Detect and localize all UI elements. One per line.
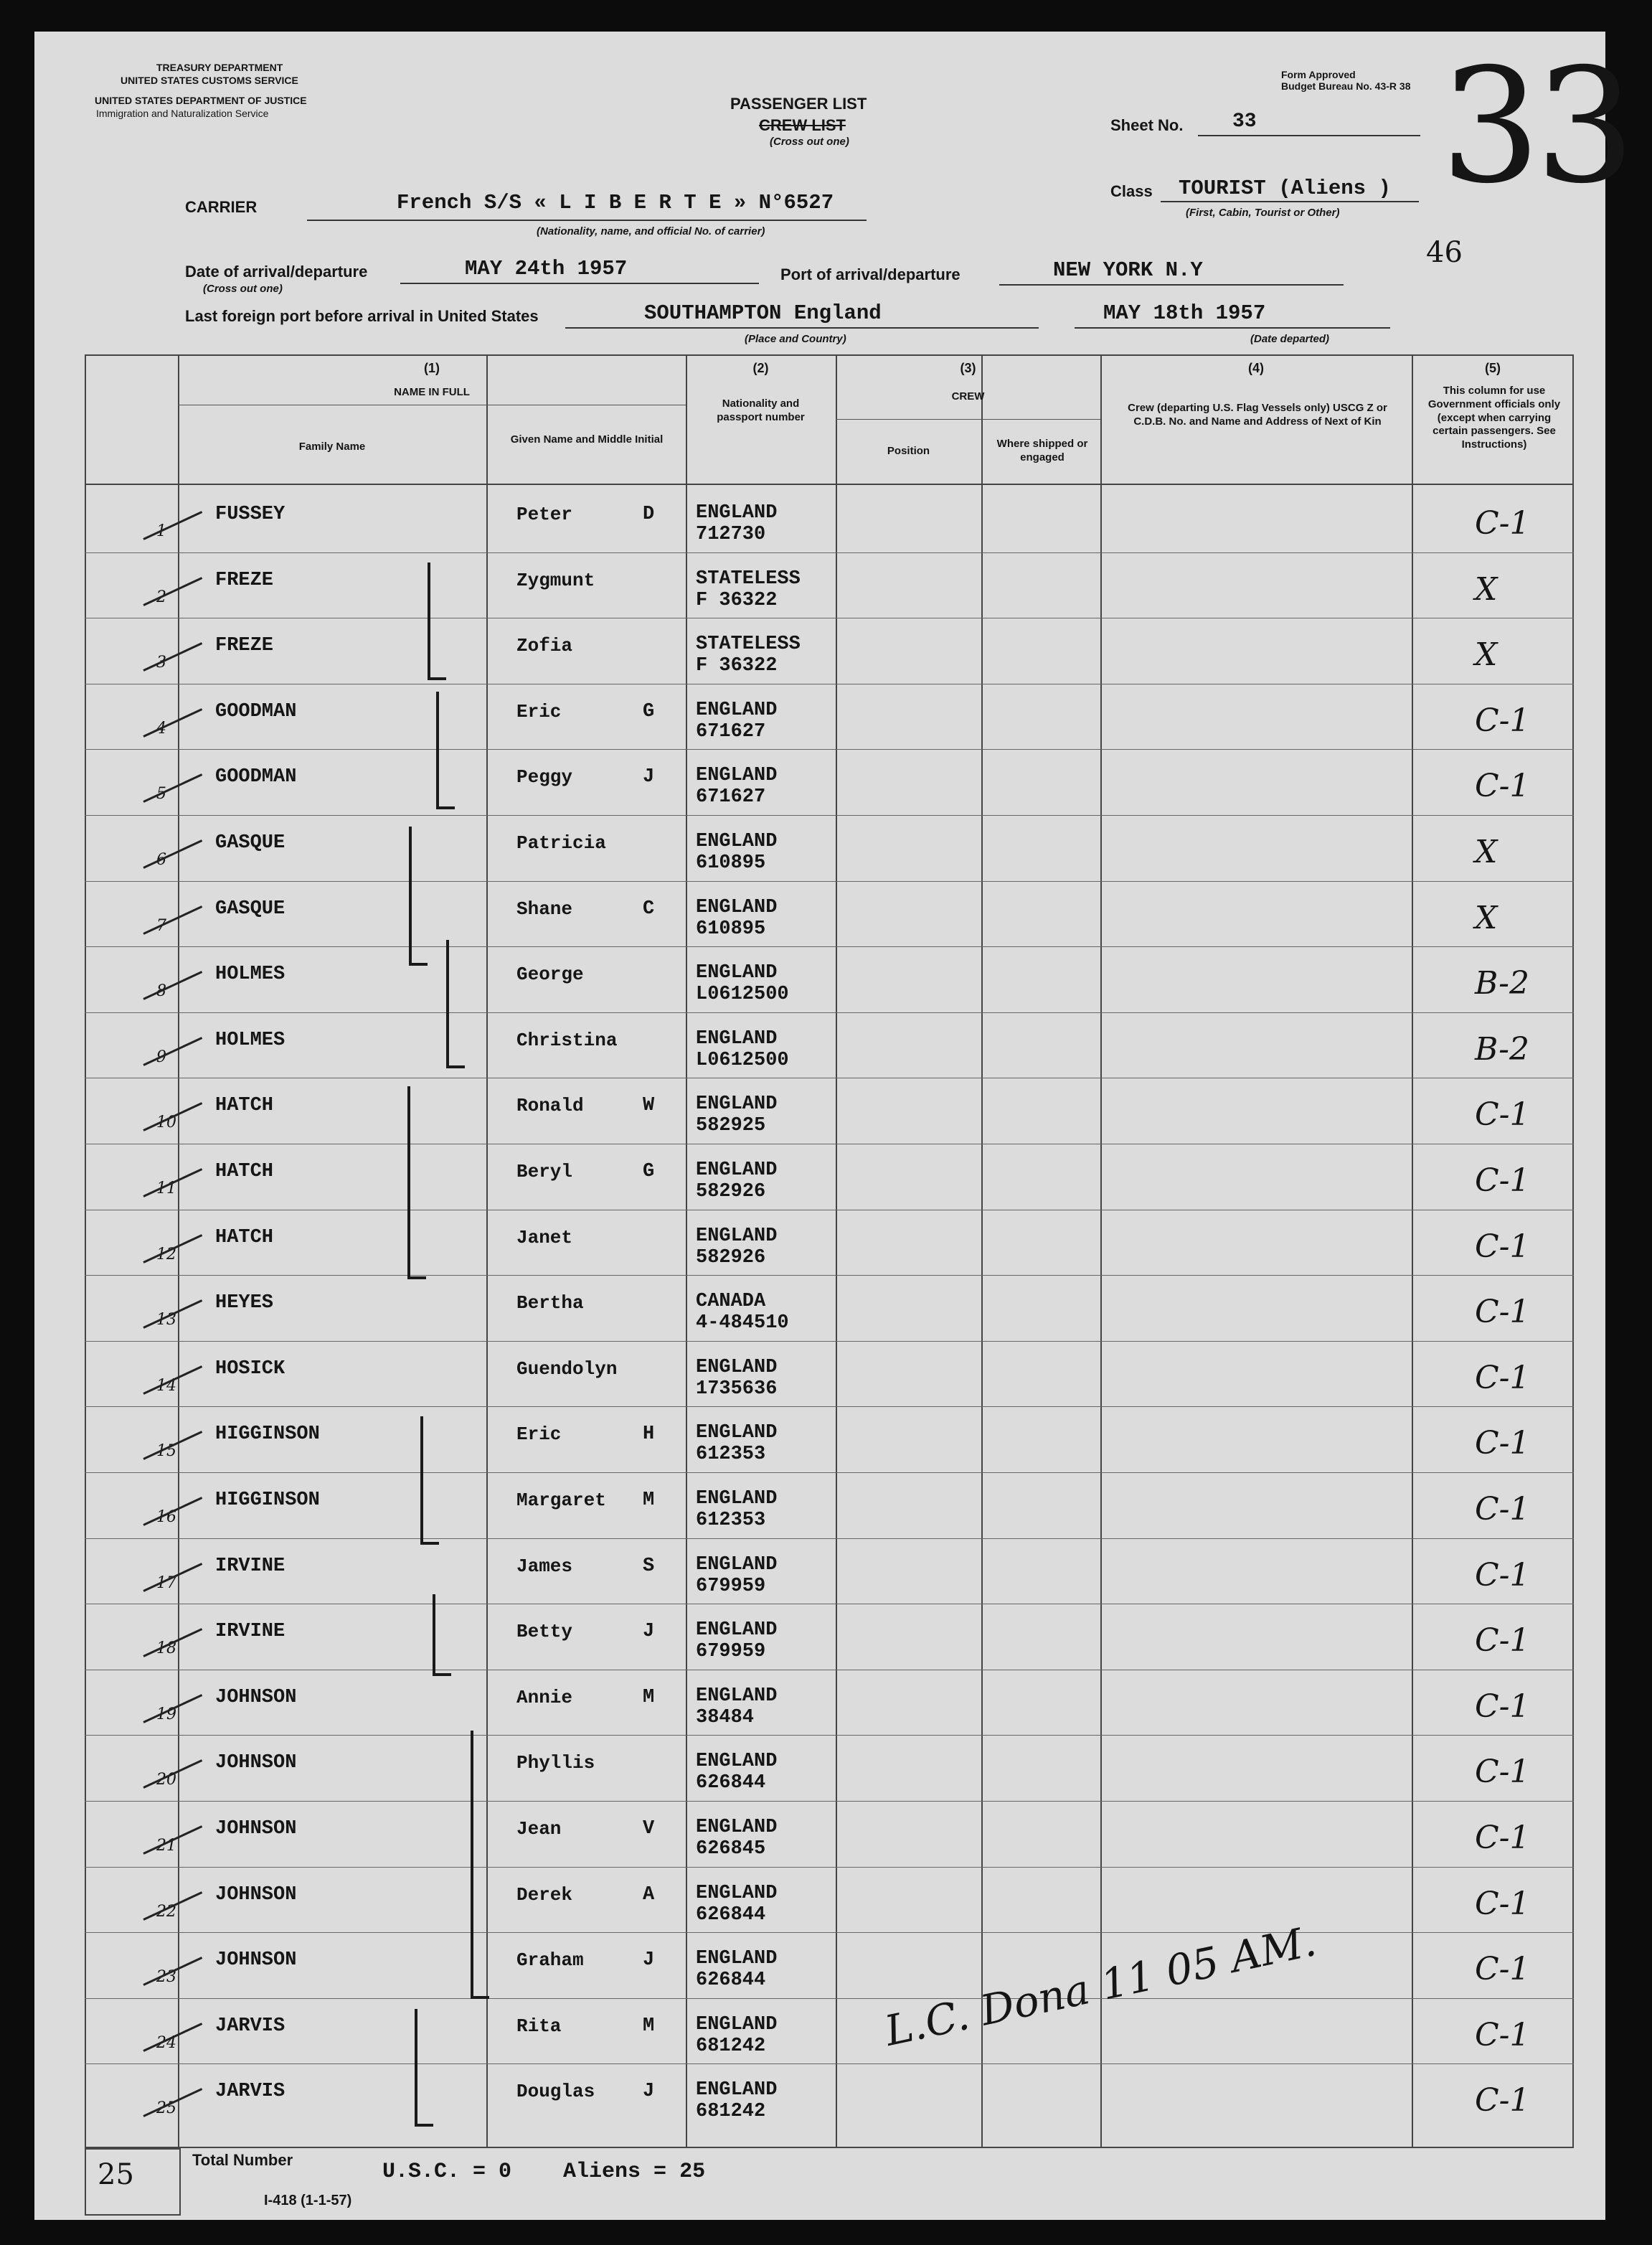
row-number: 11	[156, 1180, 176, 1197]
passport-number: 4-484510	[696, 1312, 789, 1334]
title-cross-note: (Cross out one)	[770, 136, 849, 148]
nationality: ENGLAND	[696, 1159, 778, 1181]
passport-number: F 36322	[696, 590, 778, 611]
given-name: Annie	[516, 1687, 573, 1708]
row-number: 19	[156, 1705, 176, 1723]
gov-code: C-1	[1475, 1425, 1530, 1462]
nationality: ENGLAND	[696, 1619, 778, 1641]
family-name: JOHNSON	[215, 1949, 297, 1971]
passport-number: 626844	[696, 1904, 766, 1926]
given-name: Jean	[516, 1818, 562, 1840]
nationality: ENGLAND	[696, 1883, 778, 1904]
col2-num: (2)	[752, 361, 769, 375]
nationality: ENGLAND	[696, 700, 778, 721]
carrier-label: CARRIER	[185, 198, 258, 216]
middle-initial: S	[643, 1556, 655, 1577]
col1-num: (1)	[424, 361, 440, 375]
given-name: Patricia	[516, 832, 606, 854]
passport-number: 612353	[696, 1510, 766, 1531]
row-number: 1	[156, 522, 166, 540]
sheet-no-value: 33	[1232, 110, 1257, 133]
nationality: ENGLAND	[696, 1488, 778, 1510]
family-name-header: Family Name	[298, 441, 366, 453]
last-port-label: Last foreign port before arrival in United States	[185, 307, 539, 325]
family-name: IRVINE	[215, 1621, 285, 1642]
class-label: Class	[1110, 182, 1153, 200]
row-number: 15	[156, 1442, 176, 1460]
col5-num: (5)	[1485, 361, 1501, 375]
middle-initial: J	[643, 1621, 655, 1642]
row-number: 2	[156, 588, 166, 606]
nationality: CANADA	[696, 1291, 766, 1312]
passport-number: 1735636	[696, 1378, 778, 1400]
row-number: 23	[156, 1968, 176, 1986]
nationality: ENGLAND	[696, 1357, 778, 1378]
agency-line-1: TREASURY DEPARTMENT	[156, 62, 283, 73]
nationality: ENGLAND	[696, 831, 778, 852]
row-number: 9	[156, 1048, 166, 1066]
gov-code: C-1	[1475, 1360, 1530, 1396]
given-name: Ronald	[516, 1095, 584, 1116]
middle-initial: J	[643, 766, 655, 788]
row-number: 6	[156, 851, 166, 869]
given-name: Derek	[516, 1884, 573, 1906]
col1-title: NAME IN FULL	[394, 386, 470, 398]
passport-number: 681242	[696, 2101, 766, 2122]
given-name: Margaret	[516, 1489, 606, 1511]
col3-title: CREW	[951, 390, 985, 403]
gov-code: C-1	[1475, 2017, 1530, 2053]
table-frame	[85, 354, 1574, 2148]
family-name: FREZE	[215, 635, 274, 656]
passport-number: 671627	[696, 721, 766, 743]
row-number: 17	[156, 1574, 176, 1592]
middle-initial: M	[643, 1489, 655, 1511]
middle-initial: W	[643, 1095, 655, 1116]
nationality: ENGLAND	[696, 1093, 778, 1115]
row-number: 10	[156, 1114, 176, 1131]
nationality: ENGLAND	[696, 1028, 778, 1050]
col3-num: (3)	[960, 361, 976, 375]
row-number: 8	[156, 982, 166, 1000]
nationality: ENGLAND	[696, 897, 778, 918]
row-number: 7	[156, 917, 166, 935]
shipped-header: Where shipped or engaged	[996, 438, 1088, 463]
nationality: ENGLAND	[696, 1685, 778, 1707]
sheet-no-label: Sheet No.	[1110, 116, 1184, 134]
gov-code: C-1	[1475, 1557, 1530, 1594]
port-value: NEW YORK N.Y	[1053, 258, 1203, 282]
agency-line-3: UNITED STATES DEPARTMENT OF JUSTICE	[95, 95, 307, 106]
passport-number: L0612500	[696, 1050, 789, 1071]
nationality: ENGLAND	[696, 962, 778, 984]
middle-initial: H	[643, 1423, 655, 1445]
row-number: 5	[156, 785, 166, 803]
given-name: Eric	[516, 1423, 562, 1445]
gov-code: C-1	[1475, 1162, 1530, 1199]
date-label: Date of arrival/departure	[185, 263, 368, 281]
family-name: JOHNSON	[215, 1752, 297, 1774]
port-label: Port of arrival/departure	[780, 265, 960, 283]
row-number: 21	[156, 1837, 176, 1855]
given-name: Phyllis	[516, 1752, 595, 1774]
nationality: ENGLAND	[696, 1554, 778, 1576]
form-approved: Form Approved	[1281, 69, 1356, 80]
middle-initial: M	[643, 2015, 655, 2037]
departed-value: MAY 18th 1957	[1103, 301, 1266, 325]
gov-code: X	[1475, 571, 1498, 608]
passport-number: 582925	[696, 1115, 766, 1136]
family-name: HIGGINSON	[215, 1423, 320, 1445]
gov-code: C-1	[1475, 1951, 1530, 1987]
col4-title: Crew (departing U.S. Flag Vessels only) USCG Z or C.D.B. No. and Name and Address of Next of Kin	[1128, 402, 1387, 428]
family-name: HATCH	[215, 1227, 274, 1248]
gov-code: C-1	[1475, 1491, 1530, 1528]
family-name: GASQUE	[215, 898, 285, 920]
passport-number: 582926	[696, 1247, 766, 1269]
gov-code: C-1	[1475, 768, 1530, 804]
middle-initial: M	[643, 1687, 655, 1708]
row-number: 25	[156, 2099, 176, 2117]
row-number: 14	[156, 1377, 176, 1395]
row-number: 16	[156, 1508, 176, 1526]
gov-code: B-2	[1475, 965, 1530, 1002]
gov-code: C-1	[1475, 1688, 1530, 1725]
nationality: ENGLAND	[696, 2079, 778, 2101]
passport-number: 38484	[696, 1707, 755, 1728]
passport-number: 610895	[696, 852, 766, 874]
family-name: FREZE	[215, 570, 274, 591]
family-name: IRVINE	[215, 1556, 285, 1577]
place-note: (Place and Country)	[745, 333, 846, 345]
row-number: 20	[156, 1771, 176, 1789]
nationality: ENGLAND	[696, 502, 778, 524]
passport-number: 626844	[696, 1969, 766, 1991]
family-name: HATCH	[215, 1161, 274, 1182]
gov-code: C-1	[1475, 1294, 1530, 1330]
row-number: 3	[156, 654, 166, 672]
family-name: JARVIS	[215, 2081, 285, 2102]
gov-code: C-1	[1475, 1228, 1530, 1265]
family-name: JOHNSON	[215, 1884, 297, 1906]
form-number: I-418 (1-1-57)	[264, 2193, 352, 2208]
row-number: 4	[156, 720, 166, 738]
row-number: 22	[156, 1903, 176, 1921]
given-name: Peter	[516, 504, 573, 525]
gov-code: X	[1475, 636, 1498, 673]
nationality: ENGLAND	[696, 2014, 778, 2035]
nationality: ENGLAND	[696, 1751, 778, 1772]
given-name: Janet	[516, 1227, 573, 1248]
gov-code: B-2	[1475, 1031, 1530, 1068]
middle-initial: C	[643, 898, 655, 920]
given-name: Douglas	[516, 2081, 595, 2102]
middle-initial: D	[643, 504, 655, 525]
gov-code: X	[1475, 834, 1498, 870]
given-name: Shane	[516, 898, 573, 920]
family-name: HATCH	[215, 1095, 274, 1116]
carrier-note: (Nationality, name, and official No. of carrier)	[537, 225, 765, 237]
nationality: ENGLAND	[696, 1422, 778, 1444]
row-number: 12	[156, 1246, 176, 1263]
given-name: Guendolyn	[516, 1358, 618, 1380]
nationality: STATELESS	[696, 568, 801, 590]
family-name: HIGGINSON	[215, 1489, 320, 1511]
passport-number: 610895	[696, 918, 766, 940]
middle-initial: J	[643, 1949, 655, 1971]
col5-title: This column for use Government officials only (except when carrying certain passengers. See Instructions)	[1427, 385, 1561, 451]
nationality: ENGLAND	[696, 765, 778, 786]
family-name: JOHNSON	[215, 1687, 297, 1708]
passport-number: 612353	[696, 1444, 766, 1465]
passport-number: 679959	[696, 1576, 766, 1597]
inspector-signature: L.C. Dona 11 05 AM.	[880, 1916, 1321, 2056]
middle-initial: G	[643, 1161, 655, 1182]
gov-code: C-1	[1475, 1754, 1530, 1790]
given-name: Betty	[516, 1621, 573, 1642]
middle-initial: V	[643, 1818, 655, 1840]
family-name: HOLMES	[215, 1030, 285, 1051]
gov-code: X	[1475, 900, 1498, 936]
given-name: Bertha	[516, 1292, 584, 1314]
class-value: TOURIST (Aliens )	[1179, 177, 1391, 200]
passport-number: L0612500	[696, 984, 789, 1005]
handwritten-46: 46	[1426, 236, 1463, 269]
nationality: ENGLAND	[696, 1817, 778, 1838]
passport-number: 679959	[696, 1641, 766, 1662]
given-name: Zofia	[516, 635, 573, 656]
nationality: ENGLAND	[696, 1225, 778, 1247]
given-name: Christina	[516, 1030, 618, 1051]
gov-code: C-1	[1475, 1622, 1530, 1659]
gov-code: C-1	[1475, 1820, 1530, 1856]
given-name: Graham	[516, 1949, 584, 1971]
gov-code: C-1	[1475, 1886, 1530, 1922]
middle-initial: A	[643, 1884, 655, 1906]
form-title-passenger: PASSENGER LIST	[730, 95, 867, 113]
passport-number: 582926	[696, 1181, 766, 1202]
budget-bureau: Budget Bureau No. 43-R 38	[1281, 80, 1411, 92]
col2-title: Nationality and passport number	[717, 397, 805, 423]
gov-code: C-1	[1475, 2082, 1530, 2119]
given-name: James	[516, 1556, 573, 1577]
carrier-value: French S/S « L I B E R T E » N°6527	[397, 191, 834, 215]
date-value: MAY 24th 1957	[465, 257, 628, 281]
row-number: 18	[156, 1639, 176, 1657]
gov-code: C-1	[1475, 505, 1530, 542]
class-note: (First, Cabin, Tourist or Other)	[1186, 207, 1340, 219]
family-name: HOLMES	[215, 964, 285, 985]
nationality: ENGLAND	[696, 1948, 778, 1969]
position-header: Position	[887, 445, 930, 457]
departed-note: (Date departed)	[1250, 333, 1330, 345]
agency-line-4: Immigration and Naturalization Service	[96, 108, 269, 119]
date-cross-note: (Cross out one)	[203, 283, 283, 295]
passport-number: 681242	[696, 2035, 766, 2057]
given-name: George	[516, 964, 584, 985]
passport-number: F 36322	[696, 655, 778, 677]
given-name: Beryl	[516, 1161, 573, 1182]
gov-code: C-1	[1475, 702, 1530, 739]
passport-number: 626844	[696, 1772, 766, 1794]
passport-number: 671627	[696, 786, 766, 808]
family-name: JOHNSON	[215, 1818, 297, 1840]
agency-line-2: UNITED STATES CUSTOMS SERVICE	[121, 75, 298, 86]
family-name: GOODMAN	[215, 701, 297, 723]
middle-initial: G	[643, 701, 655, 723]
total-values: U.S.C. = 0 Aliens = 25	[382, 2160, 706, 2184]
col4-num: (4)	[1248, 361, 1264, 375]
last-port-value: SOUTHAMPTON England	[644, 301, 882, 325]
passport-number: 626845	[696, 1838, 766, 1860]
family-name: GASQUE	[215, 832, 285, 854]
given-name: Rita	[516, 2015, 562, 2037]
given-name-header: Given Name and Middle Initial	[510, 433, 664, 446]
family-name: GOODMAN	[215, 766, 297, 788]
row-number: 24	[156, 2034, 176, 2052]
gov-code: C-1	[1475, 1096, 1530, 1133]
total-number-label: Total Number	[192, 2151, 293, 2169]
given-name: Zygmunt	[516, 570, 595, 591]
passport-number: 712730	[696, 524, 766, 545]
given-name: Peggy	[516, 766, 573, 788]
family-name: HOSICK	[215, 1358, 285, 1380]
passenger-list-sheet	[34, 32, 1630, 2220]
given-name: Eric	[516, 701, 562, 723]
middle-initial: J	[643, 2081, 655, 2102]
family-name: FUSSEY	[215, 504, 285, 525]
nationality: STATELESS	[696, 634, 801, 655]
family-name: HEYES	[215, 1292, 274, 1314]
big-sheet-number: 33	[1440, 34, 1630, 218]
total-box-number: 25	[98, 2158, 134, 2191]
form-title-crew: CREW LIST	[759, 116, 846, 134]
family-name: JARVIS	[215, 2015, 285, 2037]
row-number: 13	[156, 1311, 176, 1329]
